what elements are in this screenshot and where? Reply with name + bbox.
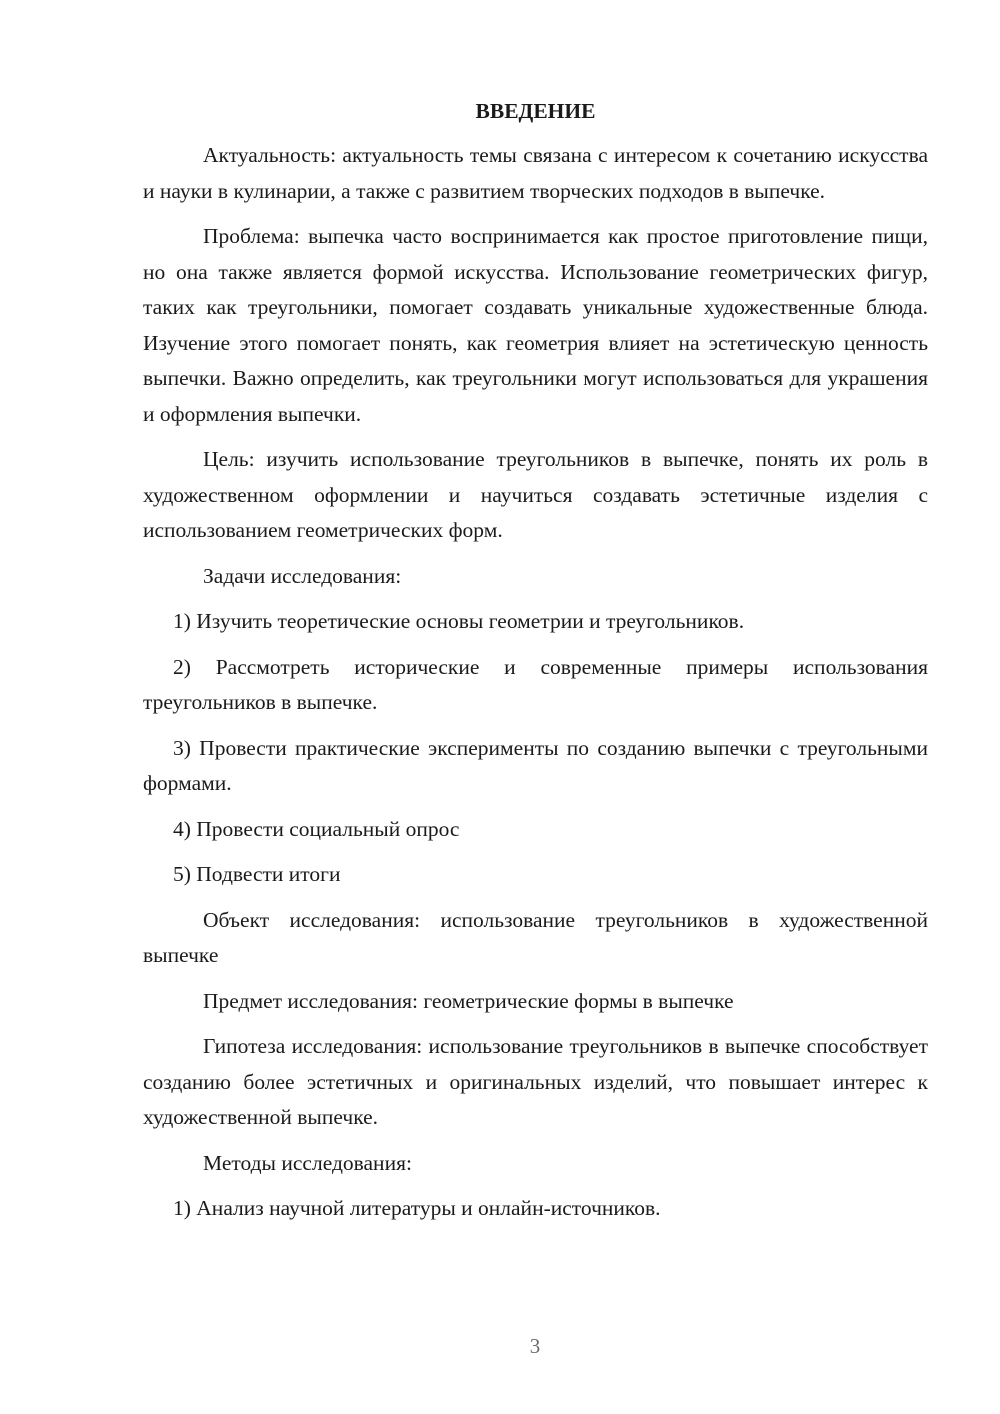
paragraph-methods-heading: Методы исследования: xyxy=(203,1150,412,1175)
task-item: 2) Рассмотреть исторические и современные примеры использования треугольников в выпечке. xyxy=(143,654,928,714)
method-item: 1) Анализ научной литературы и онлайн-источников. xyxy=(173,1196,661,1220)
paragraph-hypothesis: Гипотеза исследования: использование треугольников в выпечке способствует созданию более эстетичных и оригинальных изделий, что повышает интерес к художественной выпечке. xyxy=(143,1034,928,1129)
paragraph-object: Объект исследования: использование треугольников в художественной выпечке xyxy=(143,907,928,967)
page-number: 3 xyxy=(529,1334,541,1358)
task-item: 1) Изучить теоретические основы геометрии и треугольников. xyxy=(173,609,745,633)
paragraph-problem: Проблема: выпечка часто воспринимается как простое приготовление пищи, но она также является формой искусства. Использование геометрических фигур, таких как треугольники, помогает создавать уникальные художественные блюда. Изучение этого помогает понять, как геометрия влияет на эстетическую ценность выпечки. Важно определить, как треугольники могут использоваться для украшения и оформления выпечки. xyxy=(143,224,928,426)
task-item: 4) Провести социальный опрос xyxy=(173,816,460,841)
task-item: 3) Провести практические эксперименты по созданию выпечки с треугольными формами. xyxy=(143,735,928,795)
task-item: 5) Подвести итоги xyxy=(173,862,341,886)
paragraph-subject: Предмет исследования: геометрические формы в выпечке xyxy=(203,988,734,1013)
paragraph-goal: Цель: изучить использование треугольников в выпечке, понять их роль в художественном оформлении и научиться создавать эстетичные изделия с использованием геометрических форм. xyxy=(143,447,928,542)
paragraph-relevance: Актуальность: актуальность темы связана с интересом к сочетанию искусства и науки в кулинарии, а также с развитием творческих подходов в выпечке. xyxy=(143,143,928,203)
section-title: ВВЕДЕНИЕ xyxy=(475,99,596,123)
document-page xyxy=(143,96,928,1237)
paragraph-tasks-heading: Задачи исследования: xyxy=(203,563,402,588)
